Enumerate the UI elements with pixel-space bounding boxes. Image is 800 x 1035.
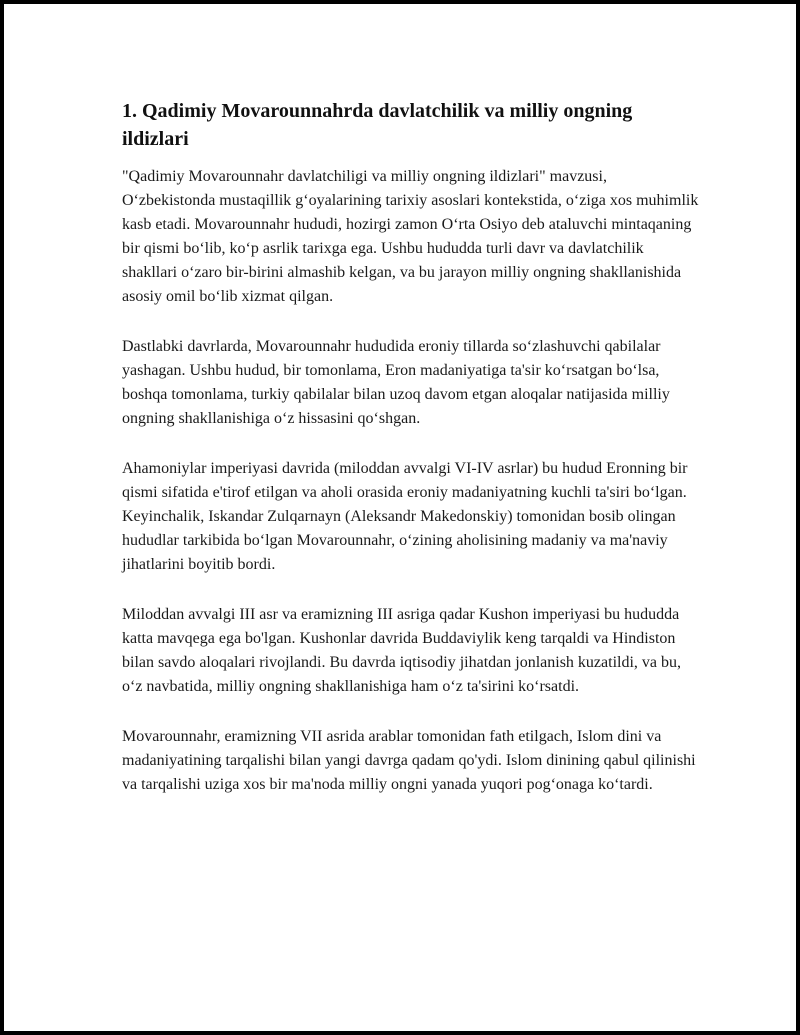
paragraph-5: Movarounnahr, eramizning VII asrida arablar tomonidan fath etilgach, Islom dini va madaniyatining tarqalishi bilan yangi davrga qadam qo'ydi. Islom dinining qabul qilinishi va tarqalishi uziga xos bir ma'noda milliy ongni yanada yuqori pog‘onaga ko‘tardi. [122, 728, 696, 793]
document-body [122, 97, 702, 823]
paragraph-2: Dastlabki davrlarda, Movarounnahr hududida eroniy tillarda so‘zlashuvchi qabilalar yashagan. Ushbu hudud, bir tomonlama, Eron madaniyatiga ta'sir ko‘rsatgan bo‘lsa, boshqa tomonlama, turkiy qabilalar bilan uzoq davom etgan aloqalar natijasida milliy ongning shakllanishiga o‘z hissasini qo‘shgan. [122, 338, 670, 427]
paragraph-1: "Qadimiy Movarounnahr davlatchiligi va milliy ongning ildizlari" mavzusi, O‘zbekistonda mustaqillik g‘oyalarining tarixiy asoslari kontekstida, o‘ziga xos muhimlik kasb etadi. Movarounnahr hududi, hozirgi zamon O‘rta Osiyo deb ataluvchi mintaqaning bir qismi bo‘lib, ko‘p asrlik tarixga ega. Ushbu hududda turli davr va davlatchilik shakllari o‘zaro bir-birini almashib kelgan, va bu jarayon milliy ongning shakllanishida asosiy omil bo‘lib xizmat qilgan. [122, 168, 699, 305]
document-title: 1. Qadimiy Movarounnahrda davlatchilik va milliy ongning ildizlari [122, 100, 633, 150]
paragraph-4: Miloddan avvalgi III asr va eramizning III asriga qadar Kushon imperiyasi bu hududda katta mavqega ega bo'lgan. Kushonlar davrida Buddaviylik keng tarqaldi va Hindiston bilan savdo aloqalari rivojlandi. Bu davrda iqtisodiy jihatdan jonlanish kuzatildi, va bu, o‘z navbatida, milliy ongning shakllanishiga ham o‘z ta'sirini ko‘rsatdi. [122, 606, 681, 695]
paragraph-3: Ahamoniylar imperiyasi davrida (miloddan avvalgi VI-IV asrlar) bu hudud Eronning bir qismi sifatida e'tirof etilgan va aholi orasida eroniy madaniyatning kuchli ta'siri bo‘lgan. Keyinchalik, Iskandar Zulqarnayn (Aleksandr Makedonskiy) tomonidan bosib olingan hududlar tarkibida bo‘lgan Movarounnahr, o‘zining aholisining madaniy va ma'naviy jihatlarini boyitib bordi. [122, 460, 688, 573]
